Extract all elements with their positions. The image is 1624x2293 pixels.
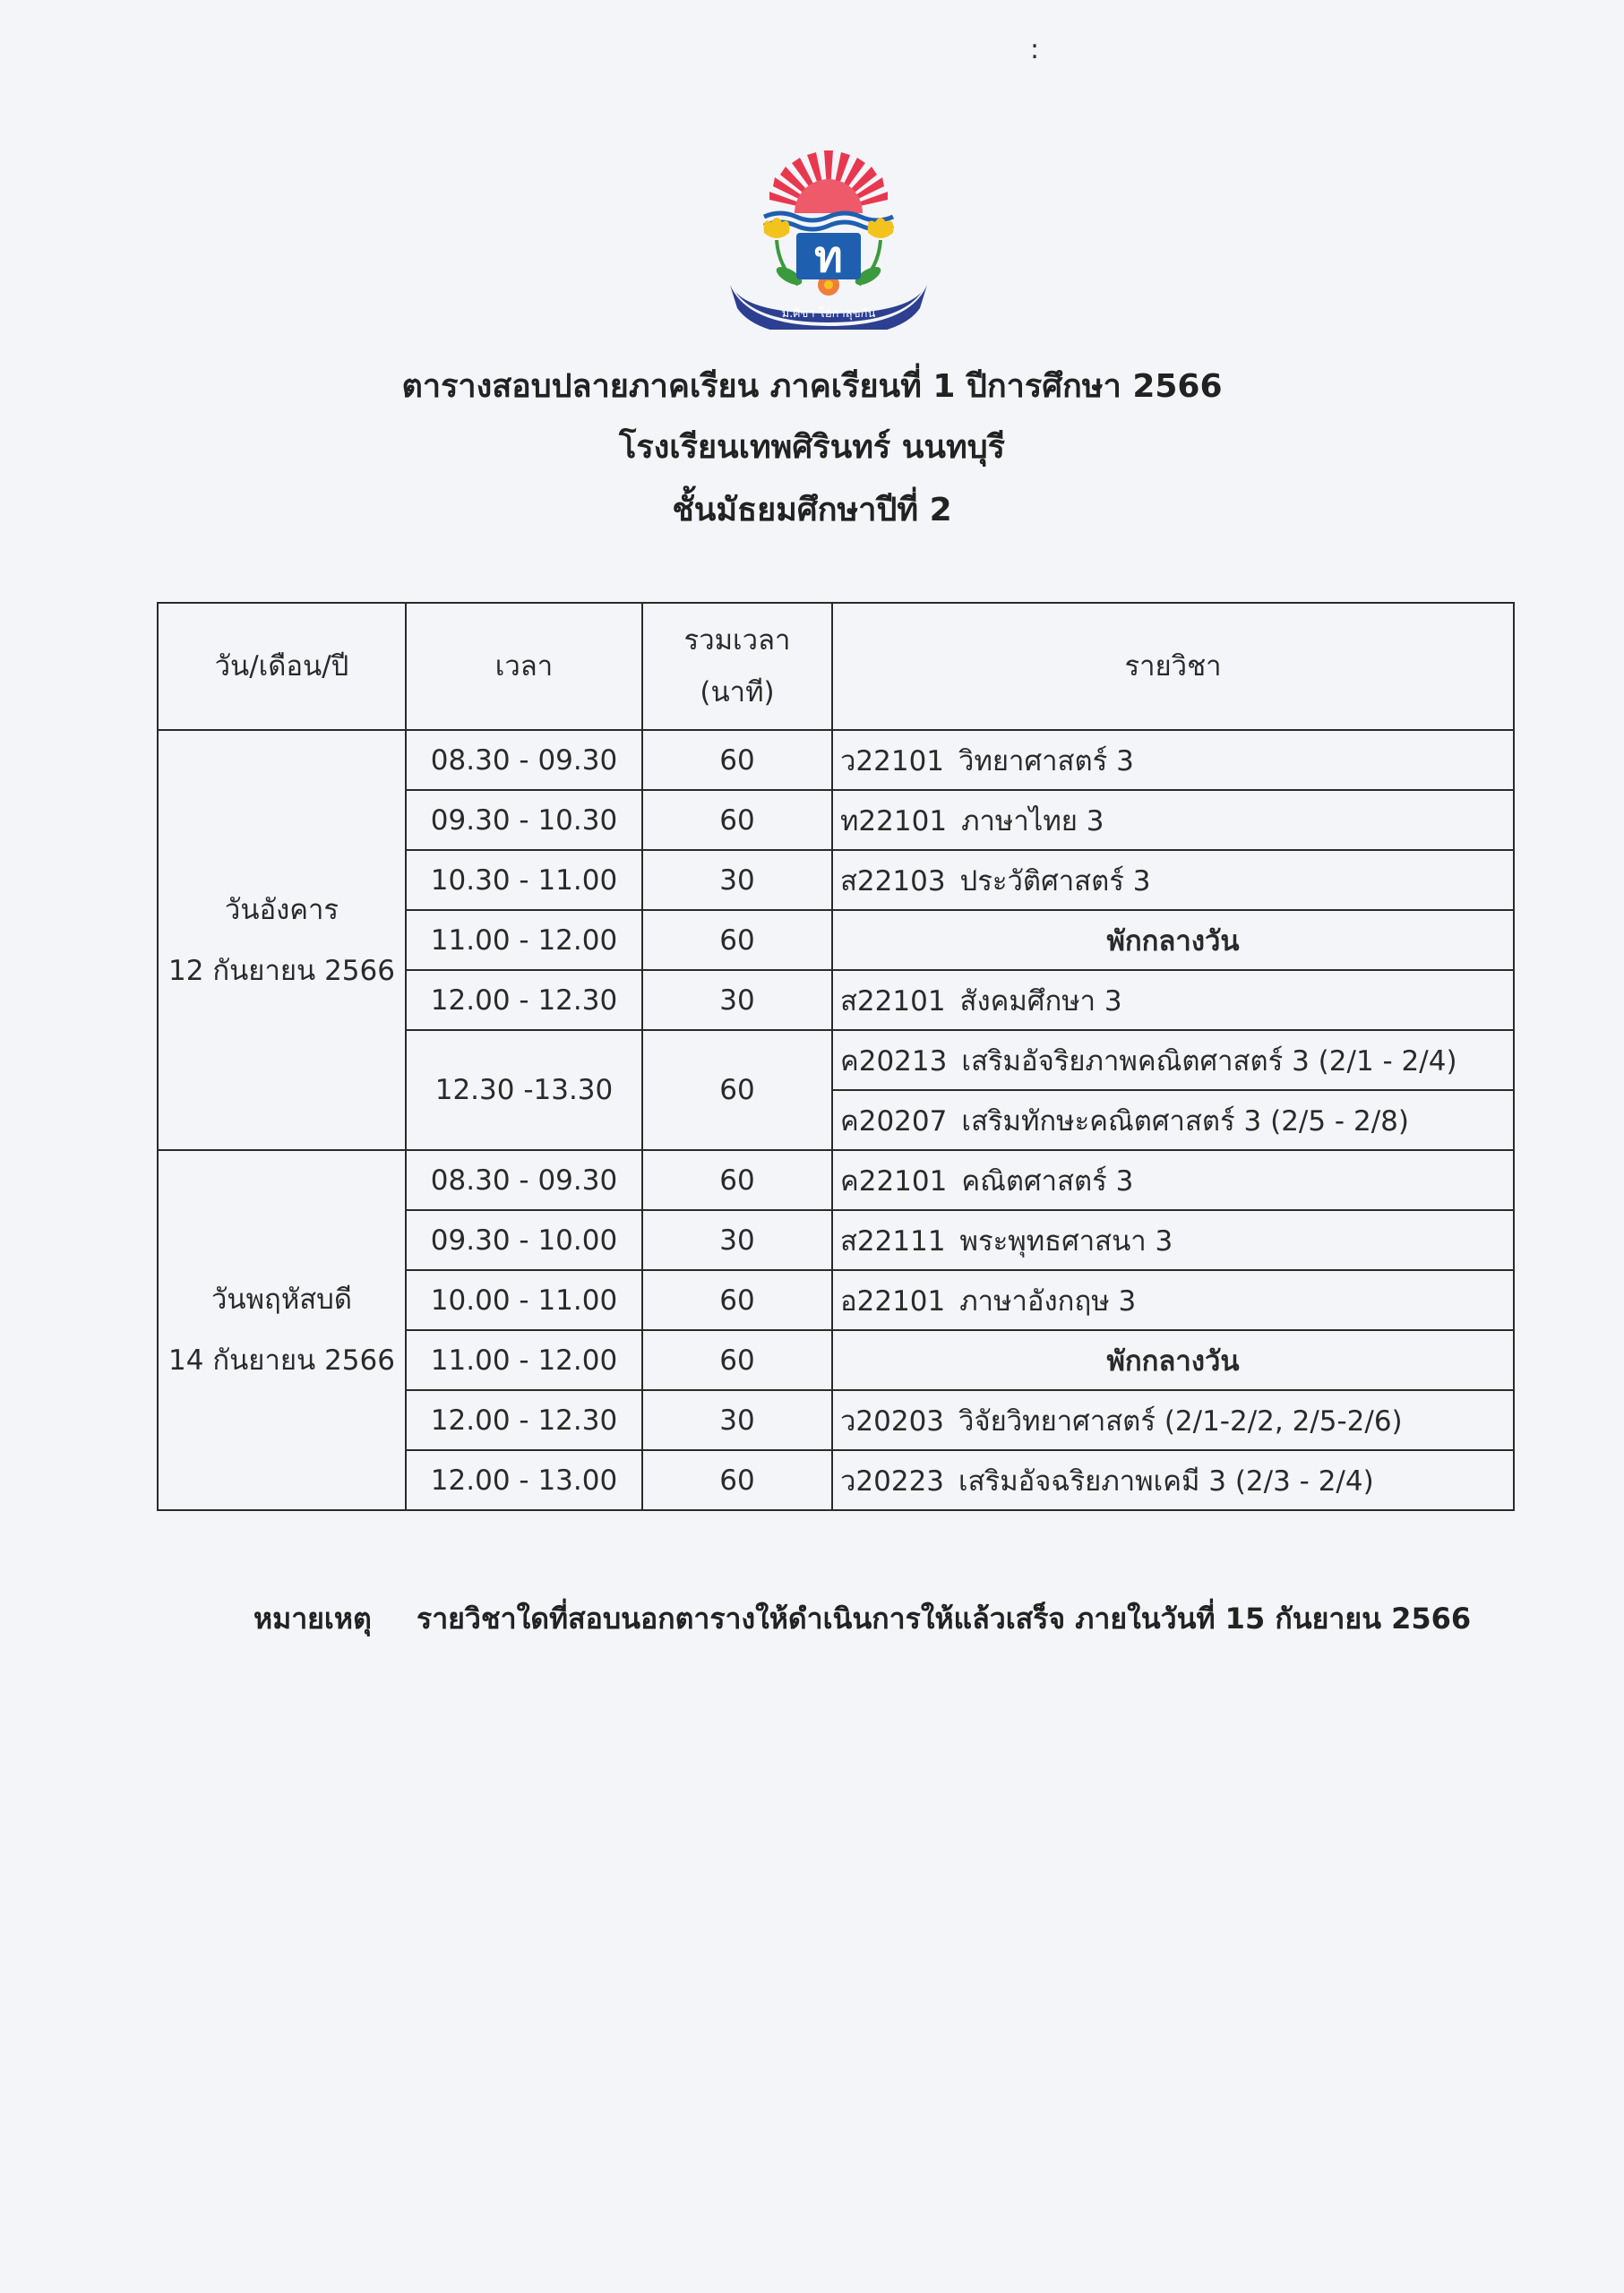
time-cell: 11.00 - 12.00: [406, 1330, 642, 1390]
subject-cell: [832, 1210, 1514, 1270]
header-time: เวลา: [406, 603, 642, 730]
exam-schedule-table: [157, 602, 1515, 1511]
emblem-letter: ท: [814, 232, 843, 282]
table-header-row: [158, 603, 1514, 730]
note-label: หมายเหตุ: [253, 1602, 372, 1636]
time-cell: 12.00 - 13.00: [406, 1450, 642, 1510]
subject-code: ท22101: [840, 804, 948, 837]
time-cell: 09.30 - 10.30: [406, 790, 642, 850]
time-cell: 12.00 - 12.30: [406, 1390, 642, 1450]
subject-name: สังคมศึกษา 3: [959, 984, 1122, 1018]
subject-cell: [832, 730, 1514, 790]
subject-cell: [832, 790, 1514, 850]
lunch-break-cell: พักกลางวัน: [832, 910, 1514, 970]
day-name: วันพฤหัสบดี: [211, 1284, 352, 1316]
subject-cell: [832, 1450, 1514, 1510]
document-title: ตารางสอบปลายภาคเรียน ภาคเรียนที่ 1 ปีการศึกษา 2566: [401, 368, 1223, 405]
minutes-cell: 60: [642, 1330, 832, 1390]
grade-level: ชั้นมัธยมศึกษาปีที่ 2: [672, 492, 952, 528]
minutes-cell: 30: [642, 1390, 832, 1450]
subject-name: วิทยาศาสตร์ 3: [958, 744, 1134, 777]
minutes-cell: 30: [642, 970, 832, 1030]
header-subject: รายวิชา: [832, 603, 1514, 730]
time-cell: 10.30 - 11.00: [406, 850, 642, 910]
subject-name: คณิตศาสตร์ 3: [961, 1164, 1134, 1198]
subject-code: อ22101: [840, 1284, 946, 1318]
day-date: 12 กันยายน 2566: [168, 954, 395, 987]
subject-name: วิจัยวิทยาศาสตร์ (2/1-2/2, 2/5-2/6): [958, 1404, 1403, 1438]
day-name: วันอังคาร: [224, 893, 339, 926]
subject-cell: [832, 1390, 1514, 1450]
sun-rays-icon: [769, 150, 888, 213]
time-cell: 08.30 - 09.30: [406, 730, 642, 790]
subject-cell: [832, 1150, 1514, 1210]
subject-cell: [832, 850, 1514, 910]
header-total-line1: รวมเวลา: [683, 624, 791, 657]
day-date: 14 กันยายน 2566: [168, 1344, 395, 1377]
header-total-line2: (นาที): [700, 676, 775, 709]
header-total-minutes: [642, 603, 832, 730]
school-logo: [721, 150, 936, 330]
subject-cell: [832, 1090, 1514, 1150]
table-row: [158, 1150, 1514, 1210]
time-cell: 12.00 - 12.30: [406, 970, 642, 1030]
note-text: รายวิชาใดที่สอบนอกตารางให้ดำเนินการให้แล้วเสร็จ ภายในวันที่ 15 กันยายน 2566: [417, 1602, 1472, 1636]
logo-caption: ม.ศิขา โอกาสุขกัน: [781, 307, 876, 321]
minutes-cell: 60: [642, 730, 832, 790]
time-cell: 12.30 -13.30: [406, 1030, 642, 1150]
subject-cell: [832, 1270, 1514, 1330]
time-cell: 11.00 - 12.00: [406, 910, 642, 970]
time-cell: 08.30 - 09.30: [406, 1150, 642, 1210]
corner-mark: :: [1030, 34, 1040, 65]
subject-name: ภาษาอังกฤษ 3: [959, 1284, 1137, 1318]
minutes-cell: 60: [642, 1030, 832, 1150]
table-row: [158, 730, 1514, 790]
subject-code: ส22101: [840, 984, 946, 1018]
subject-cell: [832, 970, 1514, 1030]
header-date: วัน/เดือน/ปี: [158, 603, 406, 730]
subject-code: ว20223: [840, 1464, 945, 1498]
subject-name: ประวัติศาสตร์ 3: [959, 864, 1151, 897]
subject-code: ค20213: [840, 1044, 948, 1078]
minutes-cell: 60: [642, 1150, 832, 1210]
subject-code: ค22101: [840, 1164, 948, 1198]
minutes-cell: 30: [642, 1210, 832, 1270]
subject-code: ส22111: [840, 1224, 946, 1258]
subject-name: เสริมอัจฉริยภาพเคมี 3 (2/3 - 2/4): [958, 1464, 1374, 1498]
subject-code: ค20207: [840, 1104, 948, 1138]
subject-name: พระพุทธศาสนา 3: [959, 1224, 1173, 1258]
minutes-cell: 30: [642, 850, 832, 910]
subject-cell: [832, 1030, 1514, 1090]
day-cell: [158, 1150, 406, 1510]
time-cell: 09.30 - 10.00: [406, 1210, 642, 1270]
school-name: โรงเรียนเทพศิรินทร์ นนทบุรี: [619, 429, 1005, 466]
day-cell: [158, 730, 406, 1150]
subject-code: ว22101: [840, 744, 945, 777]
subject-name: เสริมอัจริยภาพคณิตศาสตร์ 3 (2/1 - 2/4): [961, 1044, 1457, 1078]
lunch-break-cell: พักกลางวัน: [832, 1330, 1514, 1390]
subject-code: ว20203: [840, 1404, 945, 1438]
time-cell: 10.00 - 11.00: [406, 1270, 642, 1330]
subject-name: ภาษาไทย 3: [961, 804, 1104, 837]
minutes-cell: 60: [642, 1450, 832, 1510]
subject-code: ส22103: [840, 864, 946, 897]
minutes-cell: 60: [642, 1270, 832, 1330]
minutes-cell: 60: [642, 910, 832, 970]
minutes-cell: 60: [642, 790, 832, 850]
subject-name: เสริมทักษะคณิตศาสตร์ 3 (2/5 - 2/8): [961, 1104, 1409, 1138]
